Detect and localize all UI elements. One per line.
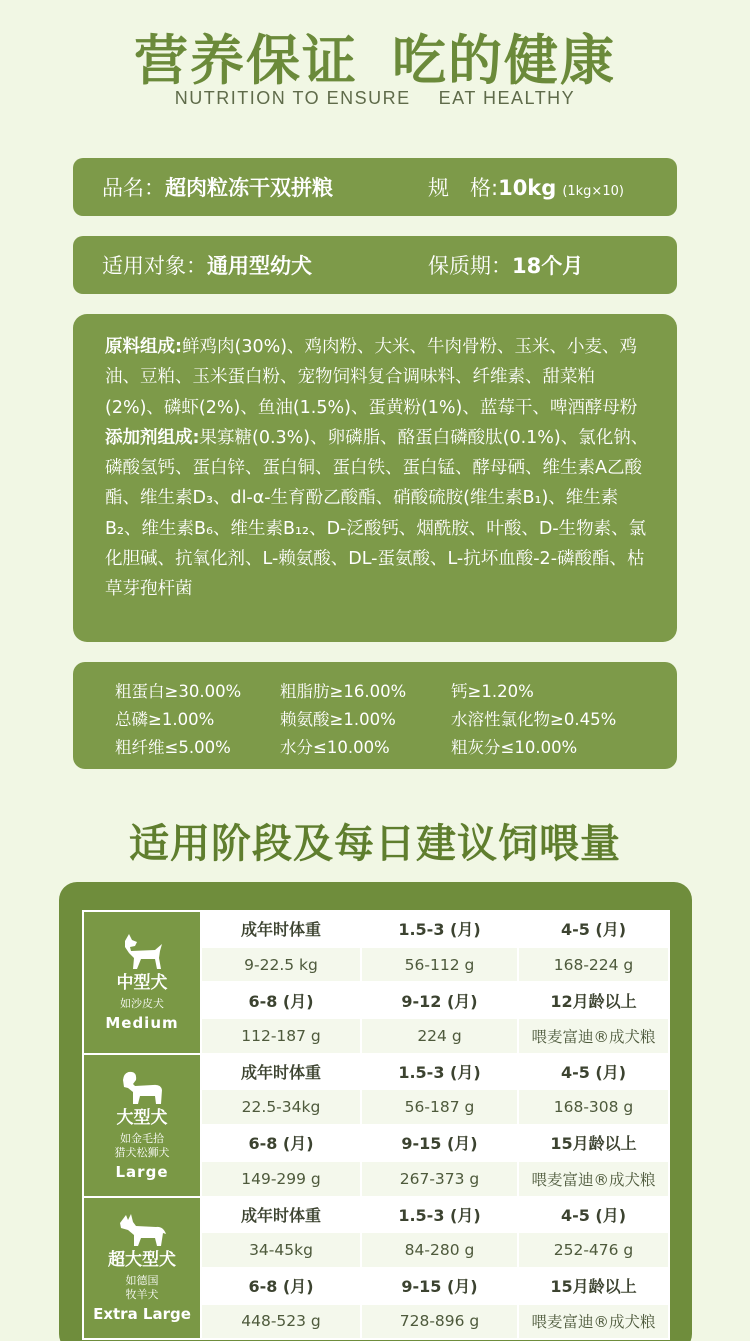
nutrition-item: 钙≥1.20% <box>451 682 534 701</box>
table-cell: 4-5 (月) <box>518 1197 669 1233</box>
table-cell: 4-5 (月) <box>518 1054 669 1090</box>
table-cell: 168-308 g <box>518 1089 669 1125</box>
table-cell: 112-187 g <box>201 1018 361 1054</box>
dog-silhouette-icon <box>115 1068 169 1106</box>
page-subtitle <box>0 88 750 109</box>
table-cell: 15月龄以上 <box>518 1125 669 1161</box>
table-cell: 6-8 (月) <box>201 982 361 1018</box>
table-cell: 9-15 (月) <box>361 1125 518 1161</box>
dog-silhouette-icon <box>115 931 169 971</box>
shelf-label: 保质期： <box>428 254 512 278</box>
dog-size-example: 牧羊犬 <box>125 1287 159 1301</box>
dog-size-example: 如金毛拾 <box>120 1132 164 1146</box>
table-row <box>83 1197 669 1233</box>
feeding-section-title: 适用阶段及每日建议饲喂量 <box>129 821 621 867</box>
dog-size-example: 如德国 <box>125 1273 159 1287</box>
table-cell: 4-5 (月) <box>518 911 669 947</box>
dog-size-example: 猎犬松狮犬 <box>114 1146 170 1160</box>
shelf-block <box>428 250 583 280</box>
table-cell: 34-45kg <box>201 1232 361 1268</box>
additive-text: 果寡糖(0.3%)、卵磷脂、酪蛋白磷酸肽(0.1%)、氯化钠、磷酸氢钙、蛋白锌、蛋白铜、蛋白铁、蛋白锰、酵母硒、维生素A乙酸酯、维生素D₃、dl-α-生育酚乙酸酯、硝酸硫胺(维生素B₁)、维生素B₂、维生素B₆、维生素B₁₂、D-泛酸钙、烟酰胺、叶酸、D-生物素、氯化胆碱、抗氧化剂、L-赖氨酸、DL-蛋氨酸、L-抗坏血酸-2-磷酸酯、枯草芽孢杆菌 <box>105 427 649 600</box>
dog-size-english: Large <box>115 1163 169 1182</box>
raw-text: 鲜鸡肉(30%)、鸡肉粉、大米、牛肉骨粉、玉米、小麦、鸡油、豆粕、玉米蛋白粉、宠物饲料复合调味料、纤维素、甜菜粕(2%)、磷虾(2%)、鱼油(1.5%)、蛋黄粉(1%)、蓝莓干、啤酒酵母粉 <box>105 337 638 418</box>
spec-label: 规 格: <box>428 176 499 200</box>
product-name-bar <box>73 158 677 216</box>
table-cell: 168-224 g <box>518 947 669 983</box>
table-cell: 喂麦富迪®成犬粮 <box>518 1018 669 1054</box>
title-part-1: 营养保证 <box>134 29 358 92</box>
table-cell: 15月龄以上 <box>518 1268 669 1304</box>
nutrition-item: 粗脂肪≥16.00% <box>280 682 407 701</box>
table-cell: 9-12 (月) <box>361 982 518 1018</box>
table-cell: 149-299 g <box>201 1161 361 1197</box>
table-cell: 267-373 g <box>361 1161 518 1197</box>
dog-size-name: 超大型犬 <box>108 1249 176 1270</box>
dog-size-cell <box>83 1197 201 1340</box>
table-cell: 6-8 (月) <box>201 1125 361 1161</box>
target-shelf-bar <box>73 236 677 294</box>
table-cell: 22.5-34kg <box>201 1089 361 1125</box>
table-cell: 56-112 g <box>361 947 518 983</box>
table-cell: 84-280 g <box>361 1232 518 1268</box>
nutrition-item: 粗灰分≤10.00% <box>451 738 578 757</box>
product-name-value: 超肉粒冻干双拼粮 <box>165 176 333 200</box>
target-label: 适用对象： <box>102 254 207 278</box>
table-cell: 1.5-3 (月) <box>361 1054 518 1090</box>
spec-block <box>428 172 624 202</box>
table-cell: 728-896 g <box>361 1304 518 1340</box>
table-cell: 喂麦富迪®成犬粮 <box>518 1304 669 1340</box>
dog-size-name: 大型犬 <box>116 1108 168 1129</box>
table-row <box>83 1054 669 1090</box>
dog-size-cell <box>83 911 201 1054</box>
nutrition-item: 水溶性氯化物≥0.45% <box>451 710 617 729</box>
table-cell: 56-187 g <box>361 1089 518 1125</box>
spec-detail: (1kg×10) <box>562 184 624 199</box>
nutrition-box <box>73 662 677 769</box>
additive-label: 添加剂组成: <box>105 427 200 448</box>
table-cell: 12月龄以上 <box>518 982 669 1018</box>
raw-ingredients <box>105 332 653 423</box>
nutrition-item: 总磷≥1.00% <box>115 710 215 729</box>
dog-silhouette-icon <box>114 1212 170 1248</box>
additive-ingredients <box>105 423 653 605</box>
nutrition-item: 粗纤维≤5.00% <box>115 738 231 757</box>
table-cell: 448-523 g <box>201 1304 361 1340</box>
raw-label: 原料组成: <box>105 337 182 357</box>
target-value: 通用型幼犬 <box>207 254 312 278</box>
dog-size-example: 如沙皮犬 <box>120 997 164 1011</box>
nutrition-item: 赖氨酸≥1.00% <box>280 710 396 729</box>
dog-size-english: Medium <box>105 1014 179 1033</box>
table-cell: 9-22.5 kg <box>201 947 361 983</box>
page-title <box>0 18 750 95</box>
spec-value: 10kg <box>498 176 557 200</box>
dog-size-name: 中型犬 <box>116 973 168 994</box>
shelf-value: 18个月 <box>512 254 584 278</box>
table-cell: 成年时体重 <box>201 1197 361 1233</box>
nutrition-item: 水分≤10.00% <box>280 738 390 757</box>
table-cell: 喂麦富迪®成犬粮 <box>518 1161 669 1197</box>
title-part-2: 吃的健康 <box>392 29 616 92</box>
table-cell: 成年时体重 <box>201 911 361 947</box>
ingredients-box <box>73 314 677 642</box>
subtitle-part-1: NUTRITION TO ENSURE <box>174 88 411 108</box>
nutrition-item: 粗蛋白≥30.00% <box>115 682 242 701</box>
table-row <box>83 911 669 947</box>
dog-size-cell <box>83 1054 201 1197</box>
table-cell: 224 g <box>361 1018 518 1054</box>
product-name-label: 品名： <box>102 176 165 200</box>
table-cell: 6-8 (月) <box>201 1268 361 1304</box>
table-cell: 9-15 (月) <box>361 1268 518 1304</box>
table-cell: 252-476 g <box>518 1232 669 1268</box>
subtitle-part-2: EAT HEALTHY <box>438 88 576 108</box>
dog-size-english: Extra Large <box>93 1304 191 1323</box>
table-cell: 成年时体重 <box>201 1054 361 1090</box>
feeding-table <box>82 910 670 1340</box>
table-cell: 1.5-3 (月) <box>361 911 518 947</box>
table-cell: 1.5-3 (月) <box>361 1197 518 1233</box>
